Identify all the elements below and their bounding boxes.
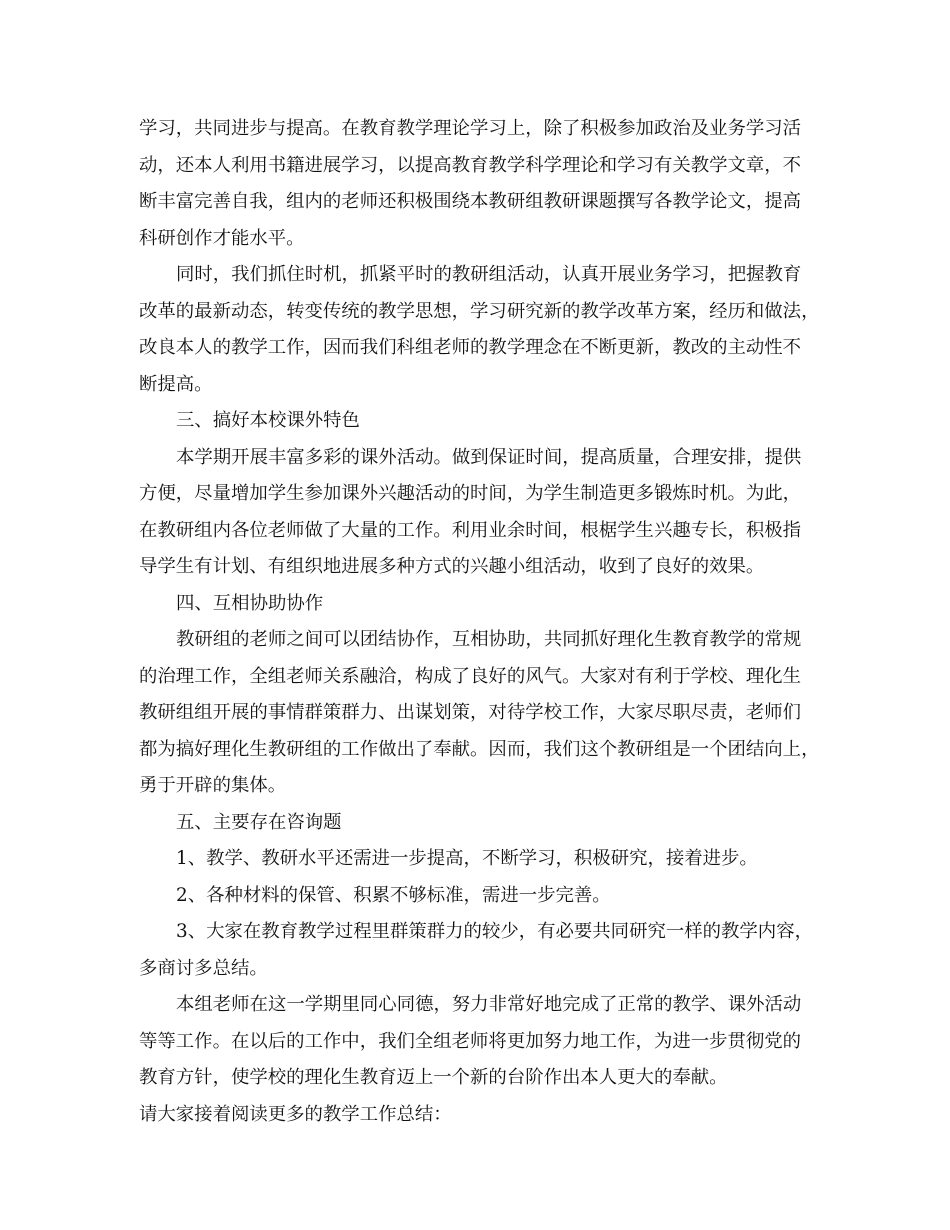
- paragraph-line: 都为搞好理化生教研组的工作做出了奉献。因而，我们这个教研组是一个团结向上，: [139, 738, 820, 760]
- paragraph-line: 动，还本人利用书籍进展学习，以提高教育教学科学理论和学习有关教学文章，不: [139, 154, 802, 176]
- paragraph-line: 本学期开展丰富多彩的课外活动。做到保证时间，提高质量，合理安排，提供: [176, 446, 802, 468]
- list-item: 2、各种材料的保管、积累不够标准，需进一步完善。: [176, 884, 611, 906]
- paragraph-line: 科研创作才能水平。: [139, 227, 305, 249]
- paragraph-line: 的治理工作，全组老师关系融洽，构成了良好的风气。大家对有利于学校、理化生: [139, 665, 802, 687]
- section-heading: 四、互相协助协作: [176, 592, 324, 614]
- paragraph-line: 断丰富完善自我，组内的老师还积极围绕本教研组教研课题撰写各教学论文，提高: [139, 191, 802, 212]
- paragraph-line: 方便，尽量增加学生参加课外兴趣活动的时间，为学生制造更多锻炼时机。为此，: [139, 483, 802, 504]
- paragraph-line: 断提高。: [139, 373, 213, 395]
- paragraph-line: 学习，共同进步与提高。在教育教学理论学习上，除了积极参加政治及业务学习活: [139, 118, 802, 139]
- section-heading: 三、搞好本校课外特色: [176, 410, 360, 431]
- paragraph-line: 本组老师在这一学期里同心同德，努力非常好地完成了正常的教学、课外活动: [176, 994, 802, 1015]
- paragraph-line: 等等工作。在以后的工作中，我们全组老师将更加努力地工作，为进一步贯彻党的: [139, 1030, 802, 1052]
- section-heading: 五、主要存在咨询题: [176, 811, 342, 833]
- paragraph-line: 教研组的老师之间可以团结协作，互相协助，共同抓好理化生教育教学的常规: [176, 629, 802, 650]
- paragraph-line: 导学生有计划、有组织地进展多种方式的兴趣小组活动，收到了良好的效果。: [139, 556, 765, 577]
- paragraph-line: 教育方针，使学校的理化生教育迈上一个新的台阶作出本人更大的奉献。: [139, 1067, 728, 1088]
- paragraph-line: 同时，我们抓住时机，抓紧平时的教研组活动，认真开展业务学习，把握教育: [176, 264, 802, 285]
- paragraph-line: 在教研组内各位老师做了大量的工作。利用业余时间，根椐学生兴趣专长，积极指: [139, 519, 802, 541]
- paragraph-line: 勇于开辟的集体。: [139, 775, 287, 796]
- list-item-continuation: 多商讨多总结。: [139, 957, 268, 979]
- paragraph-line: 改革的最新动态，转变传统的教学思想，学习研究新的教学改革方案，经历和做法，: [139, 300, 820, 322]
- paragraph-line: 教研组组开展的事情群策群力、出谋划策，对待学校工作，大家尽职尽责，老师们: [139, 702, 802, 723]
- footer-text: 请大家接着阅读更多的教学工作总结：: [139, 1103, 452, 1125]
- list-item: 1、教学、教研水平还需进一步提高，不断学习，积极研究，接着进步。: [176, 848, 758, 869]
- list-item: 3、大家在教育教学过程里群策群力的较少，有必要共同研究一样的教学内容，: [176, 921, 813, 942]
- paragraph-line: 改良本人的教学工作，因而我们科组老师的教学理念在不断更新，教改的主动性不: [139, 337, 802, 358]
- document-body: [139, 111, 821, 1133]
